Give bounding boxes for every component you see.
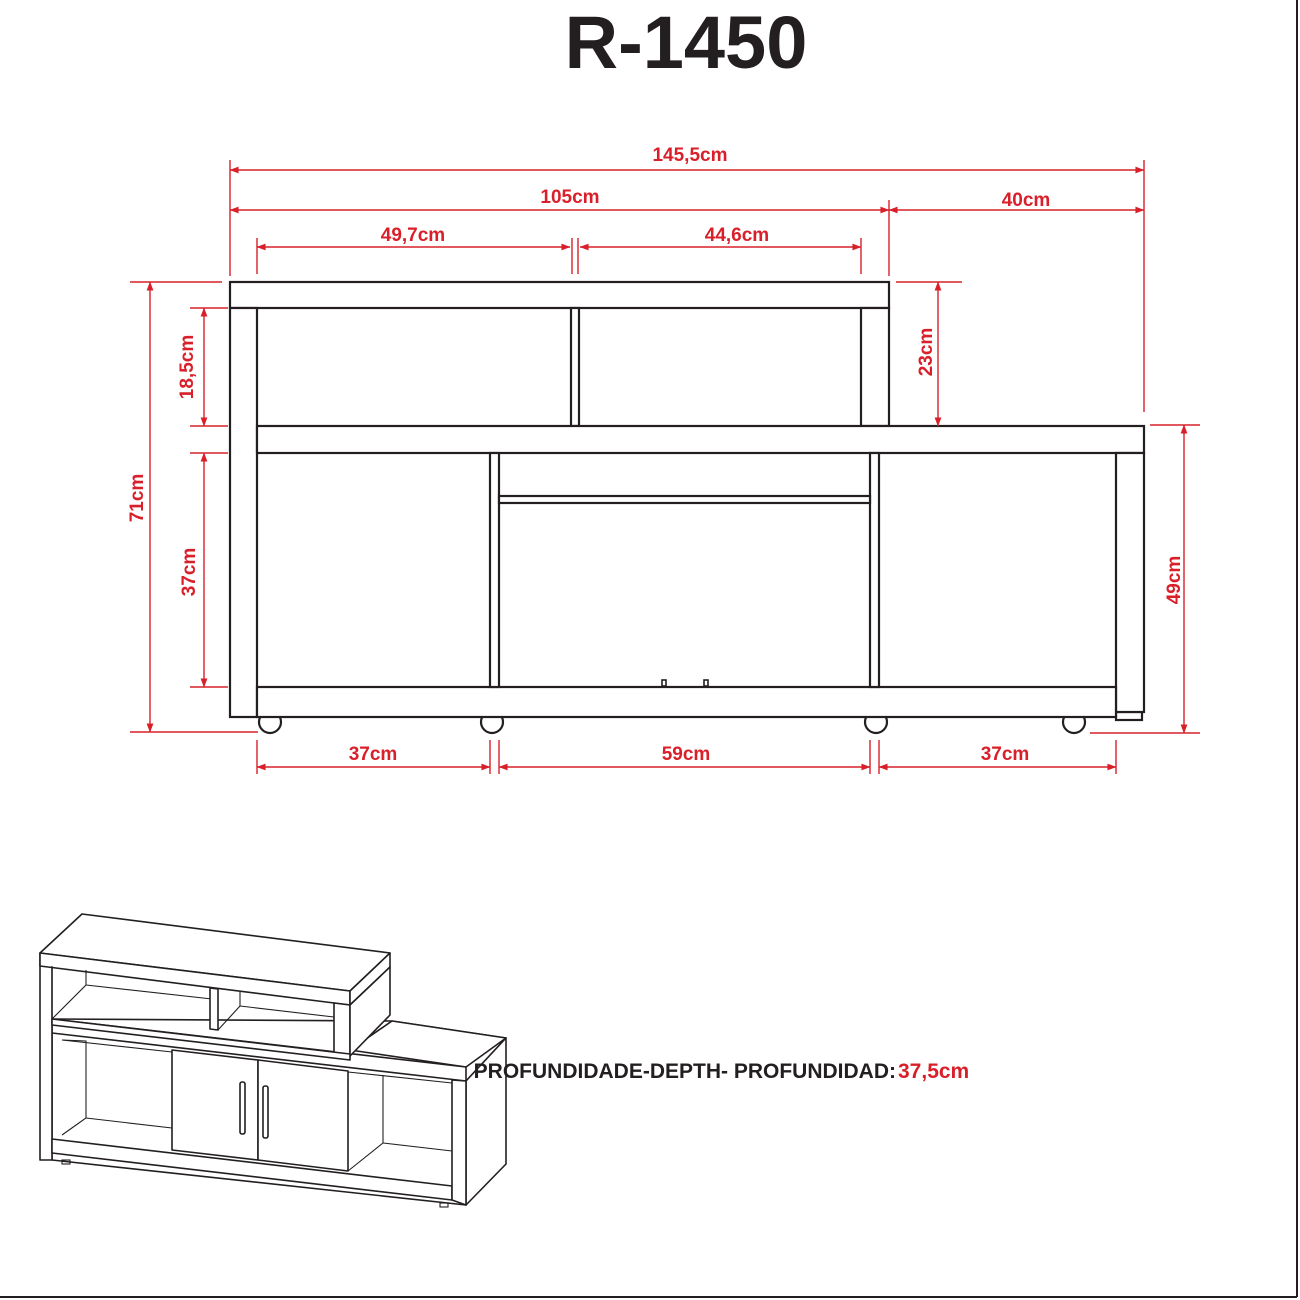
dimension-lines [130,160,1200,774]
dim-side-width: 40cm [1001,190,1051,211]
depth-label: PROFUNDIDADE-DEPTH- PROFUNDIDAD: [473,1060,896,1083]
front-view [230,282,1144,733]
dim-bottom-center: 59cm [661,744,711,765]
dim-bottom-right: 37cm [980,744,1030,765]
depth-note [474,1060,970,1083]
dim-upper-width: 105cm [540,187,600,208]
isometric-view [40,914,506,1207]
dim-upper-height: 23cm [916,327,937,377]
model-title: R-1450 [564,1,808,84]
dim-bottom-left: 37cm [348,744,398,765]
dimension-labels [127,145,1185,765]
dim-overall-width: 145,5cm [652,145,728,166]
depth-value: 37,5cm [898,1060,970,1083]
dim-right-niche: 44,6cm [704,225,770,246]
dim-left-niche: 49,7cm [380,225,446,246]
dim-lower-height: 49cm [1164,555,1185,605]
dim-niche-height: 18,5cm [177,334,198,400]
dim-overall-height: 71cm [127,473,148,523]
dim-cabinet-height: 37cm [179,547,200,597]
